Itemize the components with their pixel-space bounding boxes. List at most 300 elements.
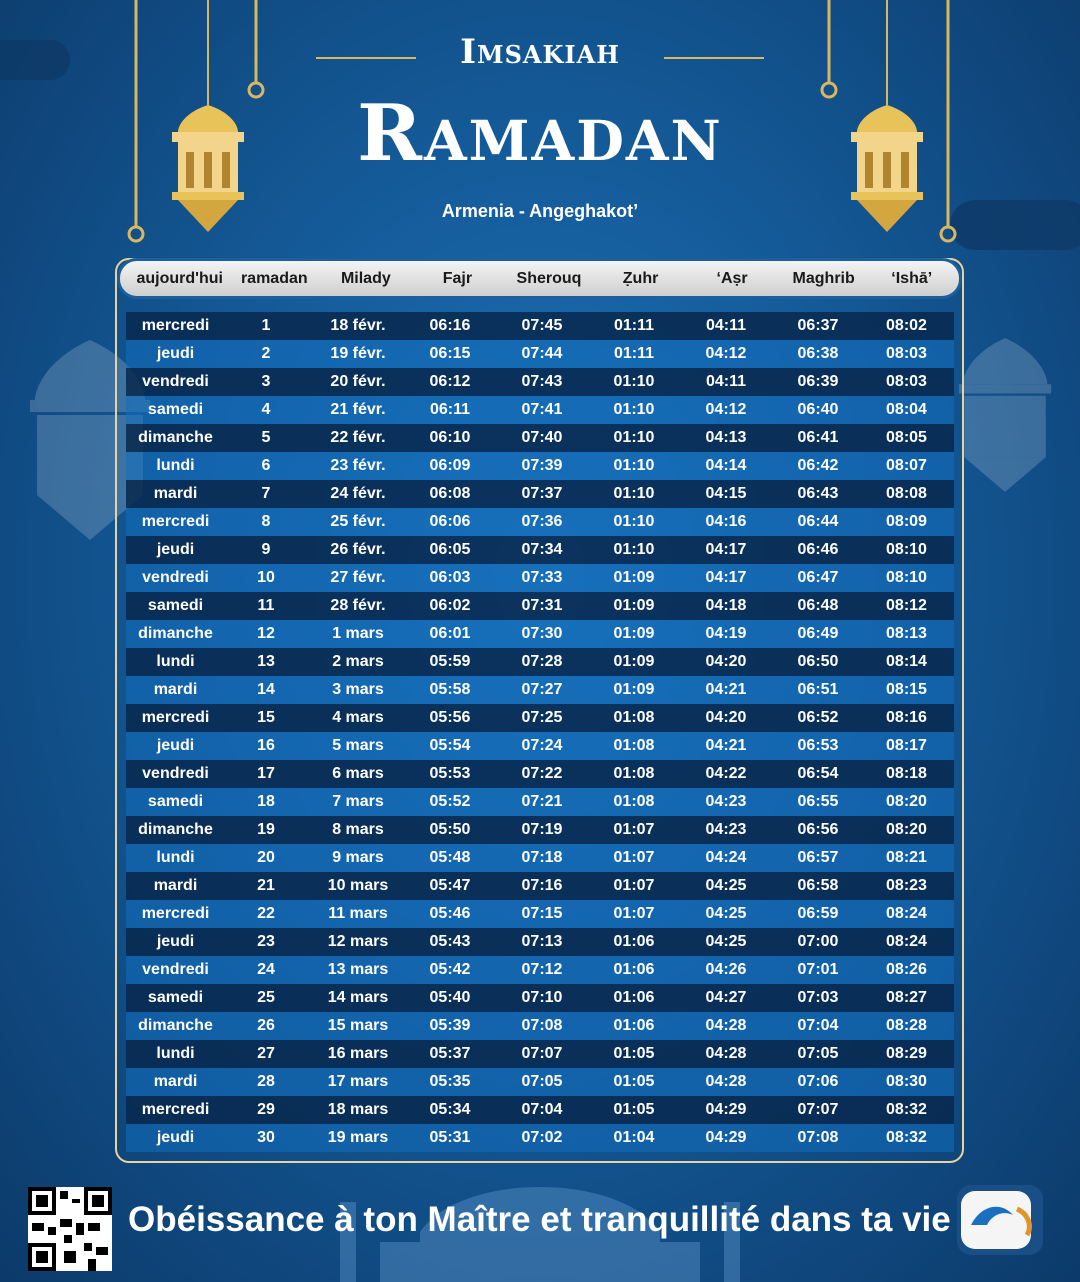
table-cell: 08:18: [886, 765, 927, 782]
table-cell: 01:07: [613, 821, 655, 838]
table-cell: dimanche: [138, 625, 213, 642]
table-row: [126, 1040, 954, 1068]
table-cell: 01:08: [613, 793, 655, 810]
table-cell: 04:23: [705, 793, 747, 810]
table-cell: 27 févr.: [330, 569, 386, 586]
table-cell: 07:31: [521, 597, 563, 614]
table-cell: 25: [257, 989, 275, 1006]
table-cell: 07:43: [521, 373, 563, 390]
table-cell: mardi: [153, 1073, 198, 1090]
table-cell: mercredi: [141, 513, 210, 530]
table-cell: 08:24: [886, 933, 927, 950]
table-cell: 04:28: [705, 1045, 747, 1062]
table-cell: 04:25: [705, 877, 747, 894]
table-cell: 06:11: [429, 401, 471, 418]
table-cell: 08:15: [886, 681, 927, 698]
table-cell: 06:58: [797, 877, 839, 894]
table-cell: 04:20: [705, 709, 747, 726]
table-cell: 04:29: [705, 1129, 747, 1146]
table-cell: 01:07: [613, 905, 655, 922]
table-row: [126, 564, 954, 592]
table-cell: 01:09: [613, 569, 655, 586]
table-cell: 04:25: [705, 905, 747, 922]
table-cell: 04:29: [705, 1101, 747, 1118]
table-cell: 01:09: [613, 625, 655, 642]
column-header: Ẓuhr: [622, 269, 659, 287]
table-row: [126, 508, 954, 536]
table-cell: 08:21: [886, 849, 927, 866]
table-cell: jeudi: [156, 933, 195, 950]
table-cell: 07:03: [797, 989, 839, 1006]
table-cell: 07:34: [521, 541, 563, 558]
table-cell: 5 mars: [332, 737, 384, 754]
table-cell: jeudi: [156, 345, 195, 362]
table-cell: vendredi: [142, 373, 209, 390]
table-cell: 3 mars: [332, 681, 384, 698]
table-cell: 04:24: [705, 849, 747, 866]
table-cell: 06:02: [429, 597, 471, 614]
table-cell: dimanche: [138, 1017, 213, 1034]
table-cell: mardi: [153, 877, 198, 894]
table-cell: 07:07: [797, 1101, 839, 1118]
table-cell: 06:42: [797, 457, 839, 474]
table-cell: 30: [257, 1129, 275, 1146]
table-cell: 06:41: [797, 429, 839, 446]
table-cell: mercredi: [141, 905, 210, 922]
table-cell: 05:58: [429, 681, 471, 698]
table-cell: 19 mars: [327, 1129, 389, 1146]
table-cell: 06:51: [797, 681, 839, 698]
column-header: ‘Ishā’: [891, 269, 933, 287]
table-cell: 08:26: [886, 961, 927, 978]
table-cell: 05:48: [429, 849, 471, 866]
qr-code-icon: [28, 1187, 112, 1271]
table-cell: 04:23: [705, 821, 747, 838]
table-cell: 28: [257, 1073, 275, 1090]
table-row: [126, 872, 954, 900]
table-cell: 9: [261, 541, 271, 558]
table-cell: 07:05: [521, 1073, 563, 1090]
table-cell: 06:03: [429, 569, 471, 586]
table-cell: 05:56: [429, 709, 471, 726]
table-cell: 08:16: [886, 709, 927, 726]
table-cell: lundi: [156, 653, 195, 670]
table-cell: 07:08: [521, 1017, 563, 1034]
table-cell: 06:12: [429, 373, 471, 390]
table-cell: mercredi: [141, 709, 210, 726]
table-row: [126, 480, 954, 508]
column-header: Sherouq: [516, 269, 582, 287]
page-title: Ramadan: [357, 88, 723, 179]
table-cell: 01:11: [613, 317, 655, 334]
table-cell: 04:27: [705, 989, 747, 1006]
table-cell: 16: [257, 737, 275, 754]
table-row: [126, 1012, 954, 1040]
table-cell: 04:18: [705, 597, 747, 614]
table-header: [117, 258, 962, 299]
table-cell: 07:22: [521, 765, 563, 782]
table-cell: 04:11: [705, 317, 747, 334]
table-cell: 04:20: [705, 653, 747, 670]
table-row: [126, 312, 954, 340]
column-header: aujourd'hui: [136, 269, 223, 287]
table-cell: 19 févr.: [330, 345, 386, 362]
table-row: [126, 1068, 954, 1096]
table-cell: 07:12: [521, 961, 563, 978]
table-cell: 12: [257, 625, 275, 642]
table-cell: 29: [257, 1101, 275, 1118]
table-cell: 04:17: [705, 569, 747, 586]
table-cell: 1 mars: [332, 625, 384, 642]
table-cell: 07:04: [797, 1017, 839, 1034]
table-cell: 07:13: [521, 933, 563, 950]
table-cell: 23 févr.: [330, 457, 386, 474]
table-cell: 07:44: [521, 345, 563, 362]
table-cell: mardi: [153, 485, 198, 502]
table-cell: 06:10: [429, 429, 471, 446]
table-row: [126, 788, 954, 816]
table-cell: 01:10: [613, 541, 655, 558]
table-cell: 06:05: [429, 541, 471, 558]
table-row: [126, 760, 954, 788]
table-cell: samedi: [147, 401, 204, 418]
table-cell: 13 mars: [327, 961, 389, 978]
table-cell: 04:19: [705, 625, 747, 642]
table-cell: 01:10: [613, 457, 655, 474]
table-cell: jeudi: [156, 1129, 195, 1146]
table-cell: 15 mars: [327, 1017, 389, 1034]
table-cell: 06:06: [429, 513, 471, 530]
table-cell: 07:37: [521, 485, 563, 502]
table-cell: 07:45: [521, 317, 563, 334]
table-cell: 07:19: [521, 821, 563, 838]
table-cell: 18: [257, 793, 275, 810]
table-cell: 07:28: [521, 653, 563, 670]
table-cell: 19: [257, 821, 275, 838]
table-cell: 05:53: [429, 765, 471, 782]
table-cell: 14: [257, 681, 275, 698]
table-row: [126, 704, 954, 732]
table-cell: 26: [257, 1017, 275, 1034]
table-cell: samedi: [147, 793, 204, 810]
table-cell: 05:40: [429, 989, 471, 1006]
table-cell: 07:41: [521, 401, 563, 418]
table-row: [126, 620, 954, 648]
table-cell: 08:27: [886, 989, 927, 1006]
table-cell: 15: [257, 709, 275, 726]
table-row: [126, 340, 954, 368]
table-cell: 08:03: [886, 345, 927, 362]
table-cell: samedi: [147, 989, 204, 1006]
table-cell: 06:09: [429, 457, 471, 474]
table-cell: 04:17: [705, 541, 747, 558]
location-label: Armenia - Angeghakot’: [441, 201, 639, 221]
table-cell: 04:12: [705, 401, 747, 418]
table-cell: 14 mars: [327, 989, 389, 1006]
table-cell: 05:42: [429, 961, 471, 978]
table-cell: 04:11: [705, 373, 747, 390]
table-cell: 08:20: [886, 793, 927, 810]
table-cell: 07:27: [521, 681, 563, 698]
table-cell: 04:28: [705, 1017, 747, 1034]
table-cell: 08:03: [886, 373, 927, 390]
table-cell: 04:28: [705, 1073, 747, 1090]
table-row: [126, 1124, 954, 1152]
table-cell: 1: [261, 317, 271, 334]
table-cell: 06:52: [797, 709, 839, 726]
table-cell: dimanche: [138, 429, 213, 446]
table-cell: 2: [261, 345, 271, 362]
table-cell: mercredi: [141, 1101, 210, 1118]
table-cell: 6 mars: [332, 765, 384, 782]
table-cell: 08:29: [886, 1045, 927, 1062]
table-cell: vendredi: [142, 961, 209, 978]
table-cell: 05:43: [429, 933, 471, 950]
table-cell: 05:47: [429, 877, 471, 894]
table-cell: 10 mars: [327, 877, 389, 894]
table-cell: 07:15: [521, 905, 563, 922]
table-cell: 2 mars: [332, 653, 384, 670]
table-cell: 5: [261, 429, 271, 446]
table-cell: 01:10: [613, 485, 655, 502]
table-cell: 07:30: [521, 625, 563, 642]
footer-slogan: Obéissance à ton Maître et tranquillité dans ta vie: [128, 1200, 951, 1239]
table-cell: 01:07: [613, 877, 655, 894]
table-cell: 01:06: [613, 989, 655, 1006]
table-cell: 3: [261, 373, 271, 390]
table-cell: 13: [257, 653, 275, 670]
table-cell: 01:08: [613, 709, 655, 726]
table-row: [126, 536, 954, 564]
table-cell: 21: [257, 877, 275, 894]
table-cell: 01:06: [613, 933, 655, 950]
table-row: [126, 592, 954, 620]
table-cell: jeudi: [156, 541, 195, 558]
table-cell: 04:21: [705, 681, 747, 698]
table-cell: 07:25: [521, 709, 563, 726]
table-row: [126, 816, 954, 844]
table-cell: 08:28: [886, 1017, 927, 1034]
table-cell: 06:46: [797, 541, 839, 558]
table-cell: 07:06: [797, 1073, 839, 1090]
table-row: [126, 1096, 954, 1124]
table-cell: 08:08: [886, 485, 927, 502]
table-cell: 23: [257, 933, 275, 950]
table-cell: 08:07: [886, 457, 927, 474]
table-cell: 08:13: [886, 625, 927, 642]
table-cell: 01:07: [613, 849, 655, 866]
table-cell: 08:20: [886, 821, 927, 838]
table-cell: 08:04: [886, 401, 927, 418]
column-header: ramadan: [240, 269, 308, 287]
table-cell: 05:39: [429, 1017, 471, 1034]
table-cell: 01:11: [613, 345, 655, 362]
table-cell: 07:08: [797, 1129, 839, 1146]
table-cell: 01:09: [613, 681, 655, 698]
table-cell: 01:09: [613, 597, 655, 614]
table-cell: 27: [257, 1045, 275, 1062]
table-row: [126, 928, 954, 956]
table-cell: 06:57: [797, 849, 839, 866]
table-cell: dimanche: [138, 821, 213, 838]
table-cell: 6: [261, 457, 271, 474]
table-cell: 07:40: [521, 429, 563, 446]
table-cell: 01:10: [613, 513, 655, 530]
table-cell: vendredi: [142, 569, 209, 586]
table-cell: vendredi: [142, 765, 209, 782]
table-cell: 06:44: [797, 513, 839, 530]
table-cell: 07:24: [521, 737, 563, 754]
table-cell: 22 févr.: [330, 429, 386, 446]
table-cell: 20 févr.: [330, 373, 386, 390]
table-cell: 9 mars: [332, 849, 384, 866]
table-cell: 08:23: [886, 877, 927, 894]
table-cell: 22: [257, 905, 275, 922]
table-cell: 04:12: [705, 345, 747, 362]
table-cell: lundi: [156, 1045, 195, 1062]
table-cell: 21 févr.: [330, 401, 386, 418]
table-row: [126, 844, 954, 872]
table-row: [126, 424, 954, 452]
table-cell: 8 mars: [332, 821, 384, 838]
table-cell: 06:39: [797, 373, 839, 390]
table-cell: 05:52: [429, 793, 471, 810]
table-body: [126, 312, 954, 1152]
background-lantern-icon: [955, 330, 1055, 500]
table-cell: 08:24: [886, 905, 927, 922]
table-cell: 01:08: [613, 737, 655, 754]
table-cell: lundi: [156, 849, 195, 866]
table-cell: 06:15: [429, 345, 471, 362]
table-row: [126, 396, 954, 424]
table-row: [126, 676, 954, 704]
table-cell: 08:10: [886, 541, 927, 558]
table-cell: 20: [257, 849, 275, 866]
table-cell: 06:16: [429, 317, 471, 334]
table-cell: 26 févr.: [330, 541, 386, 558]
table-cell: 25 févr.: [330, 513, 386, 530]
table-cell: 06:38: [797, 345, 839, 362]
table-cell: 01:06: [613, 1017, 655, 1034]
table-cell: 06:43: [797, 485, 839, 502]
table-cell: 18 mars: [327, 1101, 389, 1118]
table-cell: 07:05: [797, 1045, 839, 1062]
table-cell: 11: [257, 597, 275, 614]
table-cell: 07:36: [521, 513, 563, 530]
table-cell: 04:21: [705, 737, 747, 754]
column-header: Maghrib: [792, 269, 855, 287]
table-cell: 07:00: [797, 933, 839, 950]
page-subtitle: Imsakiah: [460, 32, 620, 72]
table-cell: 01:08: [613, 765, 655, 782]
table-cell: 04:25: [705, 933, 747, 950]
table-cell: 06:37: [797, 317, 839, 334]
table-cell: 08:09: [886, 513, 927, 530]
table-cell: 08:32: [886, 1129, 927, 1146]
table-cell: 10: [257, 569, 275, 586]
table-cell: 06:53: [797, 737, 839, 754]
table-cell: 17: [257, 765, 275, 782]
table-cell: 05:31: [429, 1129, 471, 1146]
table-cell: 06:54: [797, 765, 839, 782]
table-cell: 07:16: [521, 877, 563, 894]
table-cell: jeudi: [156, 737, 195, 754]
table-cell: 04:13: [705, 429, 747, 446]
table-cell: 06:48: [797, 597, 839, 614]
table-cell: 01:05: [613, 1045, 655, 1062]
table-cell: 16 mars: [327, 1045, 389, 1062]
table-cell: 06:08: [429, 485, 471, 502]
table-cell: 08:12: [886, 597, 927, 614]
table-cell: 08:10: [886, 569, 927, 586]
table-cell: 05:54: [429, 737, 471, 754]
table-cell: 08:32: [886, 1101, 927, 1118]
table-cell: 06:55: [797, 793, 839, 810]
table-row: [126, 732, 954, 760]
table-cell: 7: [261, 485, 271, 502]
table-cell: 04:16: [705, 513, 747, 530]
table-cell: 06:40: [797, 401, 839, 418]
table-cell: 4: [261, 401, 271, 418]
table-cell: 08:02: [886, 317, 927, 334]
table-cell: 06:56: [797, 821, 839, 838]
table-cell: 06:47: [797, 569, 839, 586]
column-header: Fajr: [442, 269, 473, 287]
table-cell: 07:39: [521, 457, 563, 474]
table-cell: 07:21: [521, 793, 563, 810]
table-cell: 01:04: [613, 1129, 655, 1146]
table-cell: 07:07: [521, 1045, 563, 1062]
table-cell: 05:35: [429, 1073, 471, 1090]
table-cell: 08:14: [886, 653, 927, 670]
table-cell: 08:30: [886, 1073, 927, 1090]
table-cell: 7 mars: [332, 793, 384, 810]
table-row: [126, 648, 954, 676]
table-cell: 08:17: [886, 737, 927, 754]
table-cell: 06:49: [797, 625, 839, 642]
table-cell: 07:02: [521, 1129, 563, 1146]
table-cell: lundi: [156, 457, 195, 474]
table-cell: 07:01: [797, 961, 839, 978]
table-cell: 05:50: [429, 821, 471, 838]
table-cell: 17 mars: [327, 1073, 389, 1090]
table-row: [126, 452, 954, 480]
table-row: [126, 984, 954, 1012]
table-cell: 01:10: [613, 373, 655, 390]
table-cell: 06:50: [797, 653, 839, 670]
table-cell: 28 févr.: [330, 597, 386, 614]
table-cell: 07:04: [521, 1101, 563, 1118]
table-cell: 01:09: [613, 653, 655, 670]
table-cell: 01:10: [613, 429, 655, 446]
table-cell: 01:05: [613, 1101, 655, 1118]
table-row: [126, 900, 954, 928]
table-cell: 08:05: [886, 429, 927, 446]
column-header: ‘Aṣr: [716, 269, 748, 287]
table-cell: 18 févr.: [330, 317, 386, 334]
table-row: [126, 368, 954, 396]
table-cell: 12 mars: [327, 933, 389, 950]
table-cell: 24: [257, 961, 275, 978]
table-cell: 01:06: [613, 961, 655, 978]
table-cell: 04:14: [705, 457, 747, 474]
column-header: Milady: [340, 269, 391, 287]
app-logo-icon: [957, 1185, 1043, 1255]
table-cell: 04:22: [705, 765, 747, 782]
table-cell: 06:01: [429, 625, 471, 642]
table-cell: 8: [261, 513, 271, 530]
table-cell: 05:34: [429, 1101, 471, 1118]
